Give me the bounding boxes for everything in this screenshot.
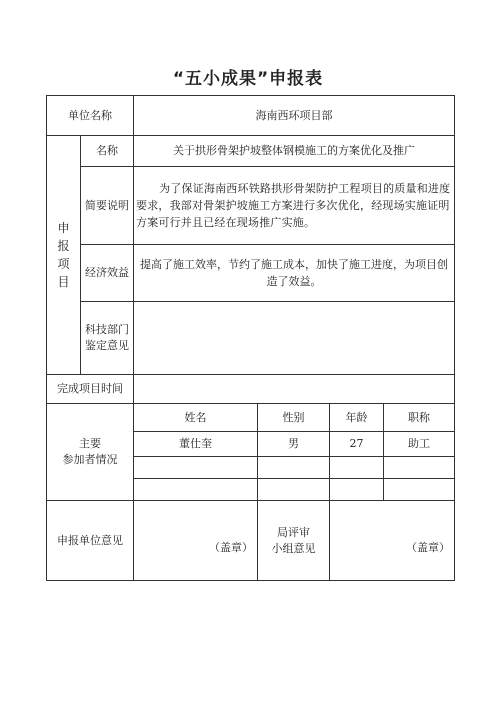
summary-row (47, 167, 455, 245)
participant-title[interactable] (384, 479, 455, 501)
completion-time-value[interactable] (134, 375, 455, 404)
application-form-table (46, 95, 455, 581)
completion-time-label: 完成项目时间 (47, 375, 134, 404)
bureau-label-line2: 小组意见 (271, 541, 316, 555)
participant-age[interactable] (330, 457, 384, 479)
unit-seal-label: （盖章） (209, 540, 253, 554)
participant-gender[interactable] (258, 479, 330, 501)
participant-name[interactable] (134, 457, 258, 479)
unit-opinion-label: 申报单位意见 (47, 501, 134, 581)
tech-review-row (47, 302, 455, 375)
benefit-cell[interactable] (134, 245, 455, 302)
bureau-label-line1: 局评审 (277, 525, 310, 539)
completion-time-row (47, 375, 455, 404)
participant-gender[interactable] (258, 457, 330, 479)
participant-age[interactable] (330, 479, 384, 501)
unit-name-value[interactable]: 海南西环项目部 (134, 96, 455, 136)
participants-label-line1: 主要 (79, 437, 101, 450)
benefit-label: 经济效益 (81, 245, 134, 302)
bureau-seal-label: （盖章） (406, 540, 450, 554)
header-title: 职称 (384, 404, 455, 432)
participants-header-row (47, 404, 455, 432)
project-name-value[interactable]: 关于拱形骨架护坡整体钢模施工的方案优化及推广 (134, 136, 455, 167)
participant-name[interactable] (134, 479, 258, 501)
benefit-text: 提高了施工效率，节约了施工成本，加快了施工进度，为项目创造了效益。 (140, 258, 448, 288)
participant-title[interactable] (384, 457, 455, 479)
project-group-label: 申报项目 (57, 221, 70, 289)
project-name-label: 名称 (81, 136, 134, 167)
participants-label-line2: 参加者情况 (62, 453, 118, 466)
participant-title[interactable]: 助工 (384, 432, 455, 457)
participant-age[interactable]: 27 (330, 432, 384, 457)
summary-label: 简要说明 (81, 167, 134, 245)
project-name-row (47, 136, 455, 167)
project-group-cell (47, 136, 81, 375)
bureau-opinion-cell[interactable] (330, 501, 455, 581)
benefit-row (47, 245, 455, 302)
participant-name[interactable]: 董仕奎 (134, 432, 258, 457)
tech-review-value[interactable] (134, 302, 455, 375)
bureau-opinion-label (258, 501, 330, 581)
participant-gender[interactable]: 男 (258, 432, 330, 457)
summary-text: 为了保证海南西环铁路拱形骨架防护工程项目的质量和进度要求，我部对骨架护坡施工方案进行多次优化，经现场实施证明方案可行并且已经在现场推广实施。 (136, 182, 451, 229)
summary-cell[interactable] (134, 167, 455, 245)
unit-name-label: 单位名称 (47, 96, 134, 136)
header-age: 年龄 (330, 404, 384, 432)
opinion-row (47, 501, 455, 581)
tech-review-label: 科技部门鉴定意见 (81, 302, 134, 375)
unit-opinion-cell[interactable] (134, 501, 258, 581)
participants-group-label (47, 404, 134, 501)
form-title: “五小成果”申报表 (172, 69, 324, 89)
header-name: 姓名 (134, 404, 258, 432)
header-gender: 性别 (258, 404, 330, 432)
unit-name-row (47, 96, 455, 136)
